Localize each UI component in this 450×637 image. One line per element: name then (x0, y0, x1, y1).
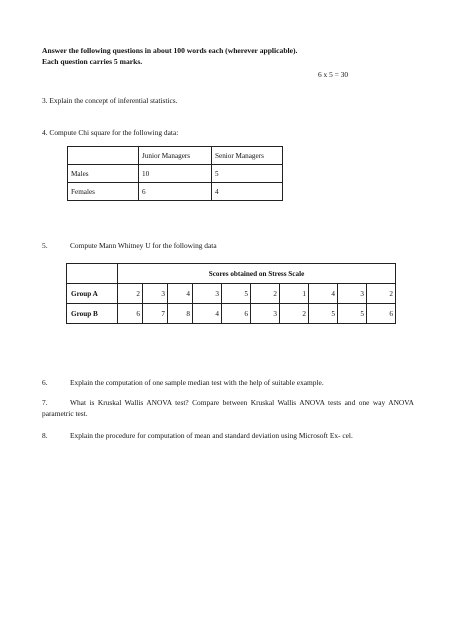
table-cell: 2 (367, 284, 396, 304)
table-cell: 4 (193, 304, 222, 324)
question-5-number: 5. (42, 241, 48, 250)
table-cell: 5 (309, 304, 338, 324)
table-cell: 5 (212, 165, 283, 183)
table-cell: 1 (280, 284, 309, 304)
question-5-text: Compute Mann Whitney U for the following data (70, 241, 217, 250)
question-3: 3. Explain the concept of inferential statistics. (42, 96, 178, 105)
table-cell: 6 (139, 183, 212, 201)
instructions (42, 45, 412, 67)
table-cell: 3 (251, 304, 280, 324)
table-header-row (67, 264, 396, 284)
table-cell: 10 (139, 165, 212, 183)
table-row-label: Group B (67, 304, 118, 324)
table-cell (68, 147, 139, 165)
table-row (68, 165, 283, 183)
table-cell: 6 (118, 304, 143, 324)
question-8-text: Explain the procedure for computation of mean and standard deviation using Microsoft Ex- cel. (70, 431, 353, 440)
table-cell: 2 (280, 304, 309, 324)
table-cell: 7 (143, 304, 168, 324)
table-cell: 5 (338, 304, 367, 324)
table-cell: 5 (222, 284, 251, 304)
question-8 (42, 430, 414, 441)
table-cell: 2 (251, 284, 280, 304)
table-header-cell: Senior Managers (212, 147, 283, 165)
table-cell: 3 (193, 284, 222, 304)
table-row-label: Females (68, 183, 139, 201)
table-header-row (68, 147, 283, 165)
table-row (68, 183, 283, 201)
table-cell: 2 (118, 284, 143, 304)
question-8-number: 8. (42, 431, 48, 440)
question-7 (42, 397, 414, 419)
instruction-line-2: Each question carries 5 marks. (42, 57, 143, 66)
instruction-line-1: Answer the following questions in about 100 words each (wherever applicable). (42, 46, 298, 55)
table-cell: 6 (367, 304, 396, 324)
table-row (67, 284, 396, 304)
table-row (67, 304, 396, 324)
question-4: 4. Compute Chi square for the following data: (42, 128, 179, 137)
chi-square-table (67, 146, 283, 201)
table-cell: 4 (309, 284, 338, 304)
table-header-cell: Junior Managers (139, 147, 212, 165)
table-cell: 3 (338, 284, 367, 304)
table-cell: 8 (168, 304, 193, 324)
question-6-number: 6. (42, 378, 48, 387)
question-7-text: What is Kruskal Wallis ANOVA test? Compare between Kruskal Wallis ANOVA tests and one way ANOVA parametric test. (42, 398, 414, 418)
table-row-label: Males (68, 165, 139, 183)
table-cell (67, 264, 118, 284)
table-cell: 4 (212, 183, 283, 201)
table-title: Scores obtained on Stress Scale (118, 264, 396, 284)
table-cell: 6 (222, 304, 251, 324)
table-row-label: Group A (67, 284, 118, 304)
table-cell: 4 (168, 284, 193, 304)
marks-scheme: 6 x 5 = 30 (318, 70, 349, 79)
mann-whitney-table (66, 263, 396, 324)
table-cell: 3 (143, 284, 168, 304)
question-7-number: 7. (42, 398, 48, 407)
question-6-text: Explain the computation of one sample median test with the help of suitable example. (70, 378, 324, 387)
